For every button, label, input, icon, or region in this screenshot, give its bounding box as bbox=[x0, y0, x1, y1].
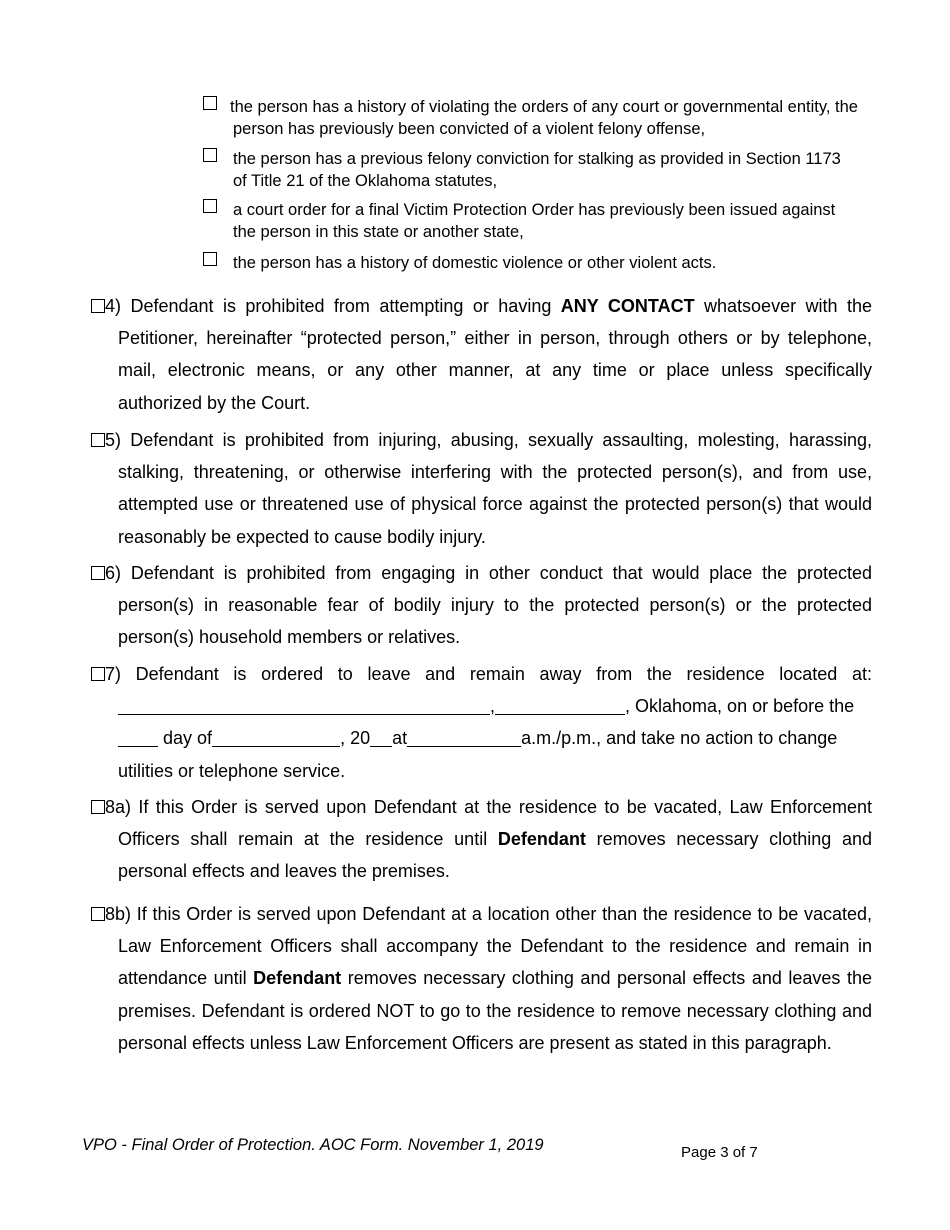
day-blank[interactable] bbox=[118, 728, 158, 747]
paragraph-8a: 8a) If this Order is served upon Defendant at the residence to be vacated, Law Enforcement Officers shall remain at the residence until Defendant removes necessary clothing and personal effects and leaves the premises. bbox=[91, 791, 872, 888]
checkbox[interactable] bbox=[91, 667, 105, 681]
sub-item-line: the person has a history of domestic violence or other violent acts. bbox=[233, 254, 717, 272]
sub-item-line: person has previously been convicted of a violent felony offense, bbox=[233, 120, 706, 138]
sub-item-prior-order bbox=[203, 199, 883, 243]
address-blank[interactable] bbox=[118, 696, 490, 715]
sub-item-line: of Title 21 of the Oklahoma statutes, bbox=[233, 172, 498, 190]
city-blank[interactable] bbox=[495, 696, 625, 715]
footer-form-title: VPO - Final Order of Protection. AOC Form. November 1, 2019 bbox=[82, 1136, 544, 1154]
paragraph-5: 5) Defendant is prohibited from injuring, abusing, sexually assaulting, molesting, harassing, stalking, threatening, or otherwise interfering with the protected person(s), and from use, attempted use or threatened use of physical force against the protected person(s) that would reasonably be expected to cause bodily injury. bbox=[91, 424, 872, 553]
sub-item-line: the person in this state or another state, bbox=[233, 223, 524, 241]
paragraph-6: 6) Defendant is prohibited from engaging in other conduct that would place the protected person(s) in reasonable fear of bodily injury to the protected person(s) or the protected person(s) household members or relatives. bbox=[91, 557, 872, 654]
checkbox[interactable] bbox=[91, 433, 105, 447]
sub-item-line: a court order for a final Victim Protection Order has previously been issued against bbox=[233, 201, 836, 219]
checkbox[interactable] bbox=[91, 907, 105, 921]
checkbox[interactable] bbox=[91, 566, 105, 580]
sub-item-stalking-conviction bbox=[203, 148, 883, 192]
checkbox[interactable] bbox=[203, 96, 217, 110]
time-blank[interactable] bbox=[407, 728, 521, 747]
checkbox[interactable] bbox=[203, 252, 217, 266]
checkbox[interactable] bbox=[91, 800, 105, 814]
year-blank[interactable] bbox=[370, 728, 392, 747]
checkbox[interactable] bbox=[91, 299, 105, 313]
sub-item-domestic-violence bbox=[203, 252, 883, 274]
checkbox[interactable] bbox=[203, 148, 217, 162]
page-number: Page 3 of 7 bbox=[681, 1144, 758, 1161]
paragraph-8b: 8b) If this Order is served upon Defendant at a location other than the residence to be vacated, Law Enforcement Officers shall accompany the Defendant to the residence and remain in attendance until Defendant removes necessary clothing and personal effects and leaves the premises. Defendant is ordered NOT to go to the residence to remove necessary clothing and personal effects unless Law Enforcement Officers are present as stated in this paragraph. bbox=[91, 898, 872, 1059]
sub-item-violation-history bbox=[203, 96, 883, 140]
paragraph-7: 7) Defendant is ordered to leave and remain away from the residence located at: , , Oklahoma, on or before the day of , 20 at a.m./p.m., and take no action to change utilities or telephone service. bbox=[91, 658, 872, 787]
sub-item-line: the person has a history of violating the orders of any court or governmental entity, the bbox=[230, 98, 858, 116]
paragraph-4: 4) Defendant is prohibited from attempting or having ANY CONTACT whatsoever with the Petitioner, hereinafter “protected person,” either in person, through others or by telephone, mail, electronic means, or any other manner, at any time or place unless specifically authorized by the Court. bbox=[91, 290, 872, 419]
checkbox[interactable] bbox=[203, 199, 217, 213]
sub-item-line: the person has a previous felony conviction for stalking as provided in Section 1173 bbox=[233, 150, 841, 168]
month-blank[interactable] bbox=[212, 728, 340, 747]
